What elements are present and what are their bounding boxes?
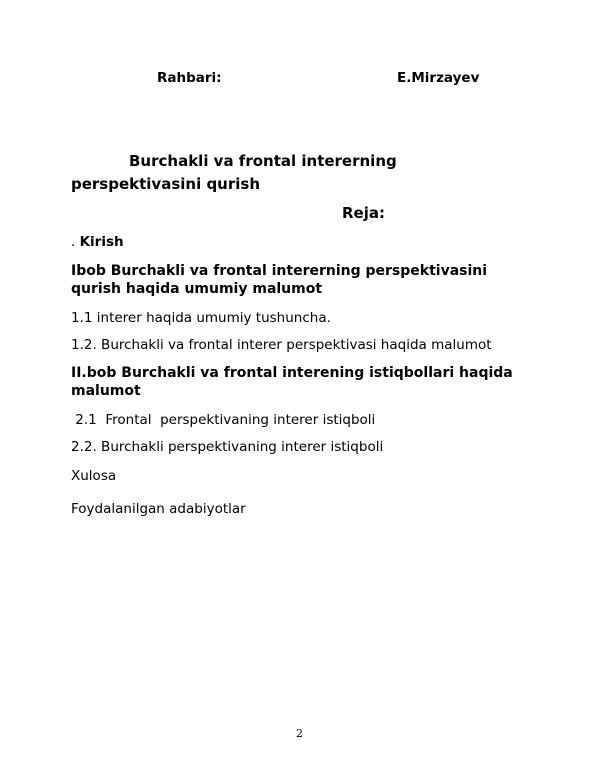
title-line-1: Burchakli va frontal intererning bbox=[129, 152, 397, 170]
plan-references: Foydalanilgan adabiyotlar bbox=[71, 501, 246, 517]
plan-item-1-1: 1.1 interer haqida umumiy tushuncha. bbox=[71, 310, 331, 326]
plan-intro bbox=[71, 234, 124, 250]
chapter-1-line-2: qurish haqida umumiy malumot bbox=[71, 281, 323, 297]
plan-intro-prefix: . bbox=[71, 234, 80, 250]
plan-item-2-1: 2.1 Frontal perspektivaning interer istiqboli bbox=[71, 412, 376, 428]
title-line-2: perspektivasini qurish bbox=[71, 175, 261, 193]
chapter-2-line-1: II.bob Burchakli va frontal interening istiqbollari haqida bbox=[71, 365, 513, 381]
chapter-2-line-2: malumot bbox=[71, 383, 141, 399]
plan-intro-label: Kirish bbox=[79, 234, 124, 250]
plan-heading: Reja: bbox=[342, 204, 385, 222]
plan-item-2-2: 2.2. Burchakli perspektivaning interer istiqboli bbox=[71, 439, 384, 455]
page-number: 2 bbox=[296, 727, 303, 740]
chapter-1-line-1: Ibob Burchakli va frontal intererning perspektivasini bbox=[71, 263, 488, 279]
rahbari-name: E.Mirzayev bbox=[397, 70, 480, 86]
plan-item-1-2: 1.2. Burchakli va frontal interer perspektivasi haqida malumot bbox=[71, 337, 492, 353]
plan-conclusion: Xulosa bbox=[71, 468, 117, 484]
rahbari-label: Rahbari: bbox=[157, 70, 222, 86]
